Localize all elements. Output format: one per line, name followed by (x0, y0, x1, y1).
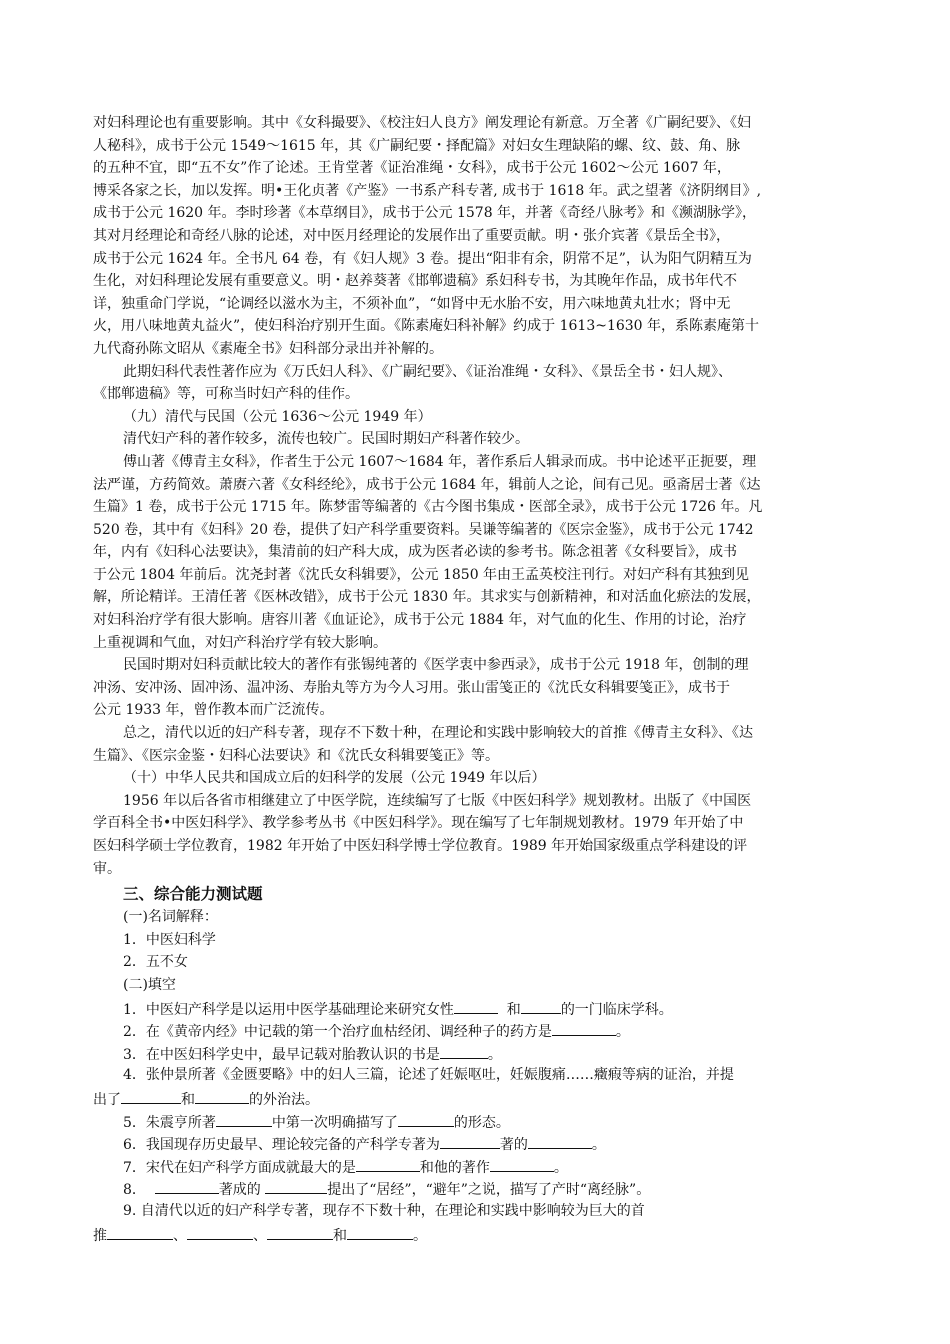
answer-blank[interactable] (195, 1087, 249, 1104)
definitions-part (93, 906, 863, 974)
answer-blank[interactable] (490, 1155, 554, 1172)
text-line: 对妇科治疗学有很大影响。唐容川著《血证论》，成书于公元 1884 年，对气血的化生、作用的讨论，治疗 (93, 612, 747, 629)
text-line: 火，用八味地黄丸益火”，使妇科治疗别开生面。《陈素庵妇科补解》约成于 1613~1630 年，系陈素庵第十 (93, 318, 760, 335)
text-line: 成书于公元 1620 年。李时珍著《本草纲目》，成书于公元 1578 年，并著《奇经八脉考》和《濒湖脉学》， (93, 205, 757, 222)
answer-blank[interactable] (440, 1042, 488, 1059)
text-line: 此期妇科代表性著作应为《万氏妇人科》、《广嗣纪要》、《证治准绳・女科》、《景岳全书・妇人规》、 (123, 363, 732, 380)
text-line: 《邯郸遗稿》等，可称当时妇产科的佳作。 (93, 386, 359, 403)
question-6: 6．我国现存历史最早、理论较完备的产科学专著为 著的 。 (93, 1132, 863, 1155)
paragraph (93, 406, 863, 429)
list-item: 1．中医妇科学 (123, 931, 216, 948)
text-line: 审。 (93, 860, 121, 877)
text-line: 民国时期对妇科贡献比较大的著作有张锡纯著的《医学衷中参西录》，成书于公元 1918 年，创制的理 (123, 657, 749, 674)
text-line: 九代裔孙陈文昭从《素庵全书》妇科部分录出并补解的。 (93, 340, 443, 357)
answer-blank[interactable] (216, 1110, 272, 1127)
paragraph (93, 361, 863, 406)
question-9: 9. 自清代以近的妇产科学专著，现存不下数十种，在理论和实践中影响较为巨大的首 (123, 1202, 645, 1219)
answer-blank[interactable] (265, 1177, 327, 1194)
answer-blank[interactable] (121, 1087, 181, 1104)
answer-blank[interactable] (267, 1223, 333, 1240)
question-7: 7．宋代在妇产科学方面成就最大的是 和他的著作 。 (93, 1155, 863, 1178)
section-heading: 三、综合能力测试题 (123, 885, 263, 904)
part-title: (二)填空 (123, 976, 176, 993)
answer-blank[interactable] (521, 997, 561, 1014)
text-line: 人秘科》，成书于公元 1549～1615 年，其《广嗣纪要・择配篇》对妇女生理缺陷的螺、纹、鼓、角、脉 (93, 137, 741, 154)
text-line: 成书于公元 1624 年。全书凡 64 卷，有《妇人规》3 卷。提出“阳非有余，阴常不足”，认为阳气阴精互为 (93, 250, 752, 267)
list-item: 2．五不女 (123, 954, 188, 971)
text-line: 上重视调和气血，对妇产科治疗学有较大影响。 (93, 634, 387, 651)
text-line: （十）中华人民共和国成立后的妇科学的发展（公元 1949 年以后） (123, 770, 546, 787)
question-5: 5．朱震亨所著 中第一次明确描写了 的形态。 (93, 1110, 863, 1133)
text-line: 520 卷，其中有《妇科》20 卷，提供了妇产科学重要资料。吴谦等编著的《医宗金鉴》，成书于公元 1742 (93, 521, 754, 538)
paragraph (93, 767, 863, 790)
text-line: 公元 1933 年，曾作教本而广泛流传。 (93, 702, 334, 719)
answer-blank[interactable] (440, 1132, 500, 1149)
text-line: （九）清代与民国（公元 1636～公元 1949 年） (123, 408, 432, 425)
paragraph (93, 428, 863, 451)
paragraph (93, 790, 863, 880)
text-line: 生篇》、《医宗金鉴・妇科心法要诀》和《沈氏女科辑要笺正》等。 (93, 747, 499, 764)
answer-blank[interactable] (155, 1177, 219, 1194)
text-line: 傅山著《傅青主女科》，作者生于公元 1607～1684 年，著作系后人辑录而成。书中论述平正扼要，理 (123, 453, 757, 470)
text-line: 学百科全书•中医妇科学》、教学参考丛书《中医妇科学》。现在编写了七年制规划教材。1979 年开始了中 (93, 815, 744, 832)
question-1: 1．中医妇产科学是以运用中医学基础理论来研究女性 和 的一门临床学科。 (93, 997, 863, 1020)
answer-blank[interactable] (356, 1155, 420, 1172)
history-section (93, 112, 863, 880)
document-page (93, 112, 863, 1245)
answer-blank[interactable] (454, 997, 498, 1014)
text-line: 其对月经理论和奇经八脉的论述，对中医月经理论的发展作出了重要贡献。明・张介宾著《景岳全书》， (93, 227, 730, 244)
answer-blank[interactable] (107, 1223, 173, 1240)
part-title: (一)名词解释： (123, 909, 218, 926)
question-9-cont: 推 、 、 和 。 (93, 1223, 863, 1246)
answer-blank[interactable] (187, 1223, 253, 1240)
text-line: 年，内有《妇科心法要诀》，集清前的妇产科大成，成为医者必读的参考书。陈念祖著《女科要旨》，成书 (93, 544, 737, 561)
question-4: 4．张仲景所著《金匮要略》中的妇人三篇，论述了妊娠呕吐，妊娠腹痛……癥瘕等病的证治，并提 (123, 1067, 734, 1084)
question-8: 8． 著成的 提出了“居经”，“避年”之说，描写了产时“离经脉”。 (93, 1177, 863, 1200)
question-2: 2．在《黄帝内经》中记载的第一个治疗血枯经闭、调经种子的药方是 。 (93, 1019, 863, 1042)
text-line: 生篇》1 卷，成书于公元 1715 年。陈梦雷等编著的《古今图书集成・医部全录》，成书于公元 1726 年。凡 (93, 499, 763, 516)
paragraph (93, 451, 863, 654)
text-line: 详，独重命门学说，“论调经以滋水为主，不须补血”，“如肾中无水胎不安，用六味地黄丸壮水；肾中无 (93, 295, 731, 312)
answer-blank[interactable] (398, 1110, 454, 1127)
paragraph (93, 654, 863, 722)
text-line: 法严谨，方药简效。萧赓六著《女科经纶》，成书于公元 1684 年，辑前人之论，间有己见。亟斋居士著《达 (93, 476, 761, 493)
text-line: 于公元 1804 年前后。沈尧封著《沈氏女科辑要》，公元 1850 年由王孟英校注刊行。对妇产科有其独到见 (93, 566, 750, 583)
text-line: 清代妇产科的著作较多，流传也较广。民国时期妇产科著作较少。 (123, 431, 529, 448)
fill-blank-part (93, 974, 863, 1245)
text-line: 对妇科理论也有重要影响。其中《女科撮要》、《校注妇人良方》阐发理论有新意。万全著《广嗣纪要》、《妇 (93, 115, 751, 131)
answer-blank[interactable] (552, 1019, 616, 1036)
text-line: 的五种不宜，即“五不女”作了论述。王肯堂著《证治准绳・女科》，成书于公元 1602～公元 1607 年， (93, 160, 731, 177)
paragraph (93, 722, 863, 767)
text-line: 博采各家之长，加以发挥。明•王化贞著《产鉴》一书系产科专著, 成书于 1618 年。武之望著《济阴纲目》, (93, 182, 762, 199)
text-line: 冲汤、安冲汤、固冲汤、温冲汤、寿胎丸等方为今人习用。张山雷笺正的《沈氏女科辑要笺正》，成书于 (93, 679, 730, 696)
question-4-cont: 出了 和 的外治法。 (93, 1087, 863, 1110)
answer-blank[interactable] (347, 1223, 413, 1240)
text-line: 医妇科学硕士学位教育，1982 年开始了中医妇科学博士学位教育。1989 年开始国家级重点学科建设的评 (93, 838, 748, 854)
answer-blank[interactable] (528, 1132, 592, 1149)
text-line: 解，所论精详。王清任著《医林改错》，成书于公元 1830 年。其求实与创新精神，和对活血化瘀法的发展， (93, 589, 761, 606)
text-line: 1956 年以后各省市相继建立了中医学院，连续编写了七版《中医妇科学》规划教材。出版了《中国医 (123, 792, 752, 809)
paragraph (93, 112, 863, 361)
text-line: 总之，清代以近的妇产科专著，现存不下数十种，在理论和实践中影响较大的首推《傅青主女科》、《达 (123, 725, 753, 742)
question-3: 3．在中医妇科学史中，最早记载对胎教认识的书是 。 (93, 1042, 863, 1065)
text-line: 生化，对妇科理论发展有重要意义。明・赵养葵著《邯郸遗稿》系妇科专书，为其晚年作品，成书年代不 (93, 273, 737, 290)
